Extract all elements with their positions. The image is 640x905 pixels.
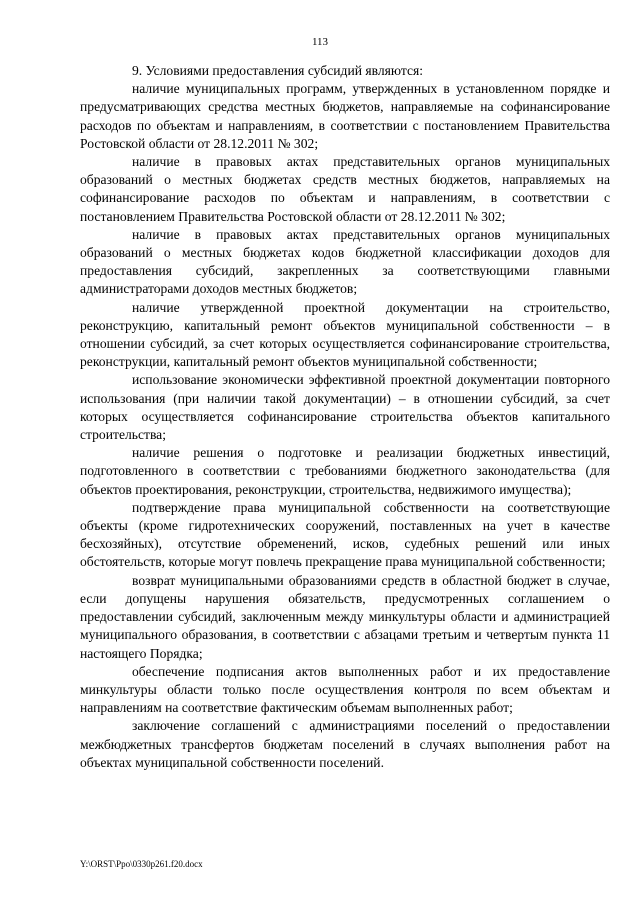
paragraph: наличие в правовых актах представительных органов муниципальных образований о местных бюджетах средств местных бюджетов, направляемых на софинансирование расходов по объектам и направлениям, в соответствии с постановлением Правительства Ростовской области от 28.12.2011 № 302; — [80, 154, 610, 224]
paragraph: наличие решения о подготовке и реализации бюджетных инвестиций, подготовленного в соответствии с требованиями бюджетного законодательства (для объектов проектирования, реконструкции, строительства, недвижимого имущества); — [80, 445, 610, 497]
paragraph: наличие утвержденной проектной документации на строительство, реконструкцию, капитальный ремонт объектов муниципальной собственности – в отношении субсидий, за счет которых осуществляется софинансирование строительства, реконструкции, капитальный ремонт объектов муниципальной собственности; — [80, 299, 610, 370]
paragraph: наличие в правовых актах представительных органов муниципальных образований о местных бюджетах кодов бюджетной классификации доходов для предоставления субсидий, закрепленных за соответствующими главными администраторами доходов местных бюджетов; — [80, 226, 610, 297]
section-heading: 9. Условиями предоставления субсидий являются: — [132, 63, 424, 78]
document-body — [80, 62, 610, 772]
paragraph: обеспечение подписания актов выполненных работ и их предоставление минкультуры области только после осуществления контроля по всем объектам и направлениям на соответствие фактическим объемам выполненных работ; — [80, 663, 610, 716]
paragraph: возврат муниципальными образованиями средств в областной бюджет в случае, если допущены нарушения обязательств, предусмотренных соглашением о предоставлении субсидий, заключенным между минкультуры области и администрацией муниципального образования, в соответствии с абзацами третьим и четвертым пункта 11 настоящего Порядка; — [80, 572, 610, 661]
paragraph: заключение соглашений с администрациями поселений о предоставлении межбюджетных трансфертов бюджетам поселений в случаях выполнения работ на объектах муниципальной собственности поселений. — [80, 718, 610, 770]
paragraph: наличие муниципальных программ, утвержденных в установленном порядке и предусматривающих средства местных бюджетов, направляемые на софинансирование расходов по объектам и направлениям, в соответствии с постановлением Правительства Ростовской области от 28.12.2011 № 302; — [80, 81, 610, 151]
page-number: 113 — [311, 36, 329, 48]
file-path-footer: Y:\ORST\Ppo\0330p261.f20.docx — [80, 859, 203, 869]
paragraph: подтверждение права муниципальной собственности на соответствующие объекты (кроме гидротехнических сооружений, поставленных на учет в качестве бесхозяйных), отсутствие обременений, исков, судебных решений или иных обстоятельств, которые могут повлечь прекращение права муниципальной собственности; — [80, 499, 610, 570]
paragraph: использование экономически эффективной проектной документации повторного использования (при наличии такой документации) – в отношении субсидий, за счет которых осуществляется софинансирование строительства объектов капитального строительства; — [80, 372, 610, 443]
